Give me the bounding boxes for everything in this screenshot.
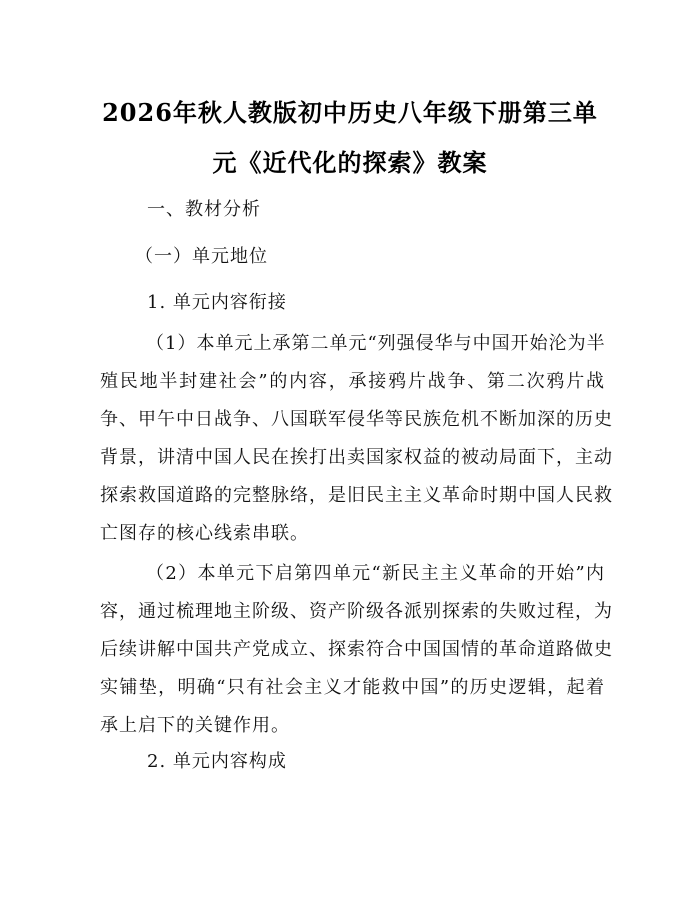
paragraph-1-line: 争、甲午中日战争、八国联军侵华等民族危机不断加深的历史 — [100, 409, 613, 430]
paragraph-2 — [100, 555, 613, 745]
paragraph-1-line: 背景，讲清中国人民在挨打出卖国家权益的被动局面下，主动 — [100, 447, 613, 468]
item-heading-content-composition: 2. 单元内容构成 — [147, 751, 287, 772]
paragraph-1-line: 殖民地半封建社会”的内容，承接鸦片战争、第二次鸦片战 — [100, 371, 605, 392]
paragraph-1-line: 亡图存的核心线索串联。 — [100, 523, 309, 544]
section-heading-textbook-analysis: 一、教材分析 — [147, 199, 261, 220]
paragraph-2-line: 容，通过梳理地主阶级、资产阶级各派别探索的失败过程，为 — [100, 601, 613, 622]
paragraph-2-line: 后续讲解中国共产党成立、探索符合中国国情的革命道路做史 — [100, 639, 613, 660]
document-title — [60, 88, 640, 188]
paragraph-1 — [100, 325, 613, 553]
paragraph-1-line: 探索救国道路的完整脉络，是旧民主主义革命时期中国人民救 — [100, 485, 613, 506]
title-line-1: 2026年秋人教版初中历史八年级下册第三单 — [102, 98, 598, 127]
paragraph-2-line: 承上启下的关键作用。 — [100, 715, 290, 736]
paragraph-1-line: （1）本单元上承第二单元“列强侵华与中国开始沦为半 — [146, 333, 606, 354]
paragraph-2-line: 实铺垫，明确“只有社会主义才能救中国”的历史逻辑，起着 — [100, 677, 605, 698]
title-line-2: 元《近代化的探索》教案 — [212, 148, 488, 177]
paragraph-2-line: （2）本单元下启第四单元“新民主主义革命的开始”内 — [146, 563, 605, 584]
item-heading-content-connection: 1. 单元内容衔接 — [147, 292, 287, 313]
subsection-heading-unit-position: （一）单元地位 — [135, 246, 268, 267]
